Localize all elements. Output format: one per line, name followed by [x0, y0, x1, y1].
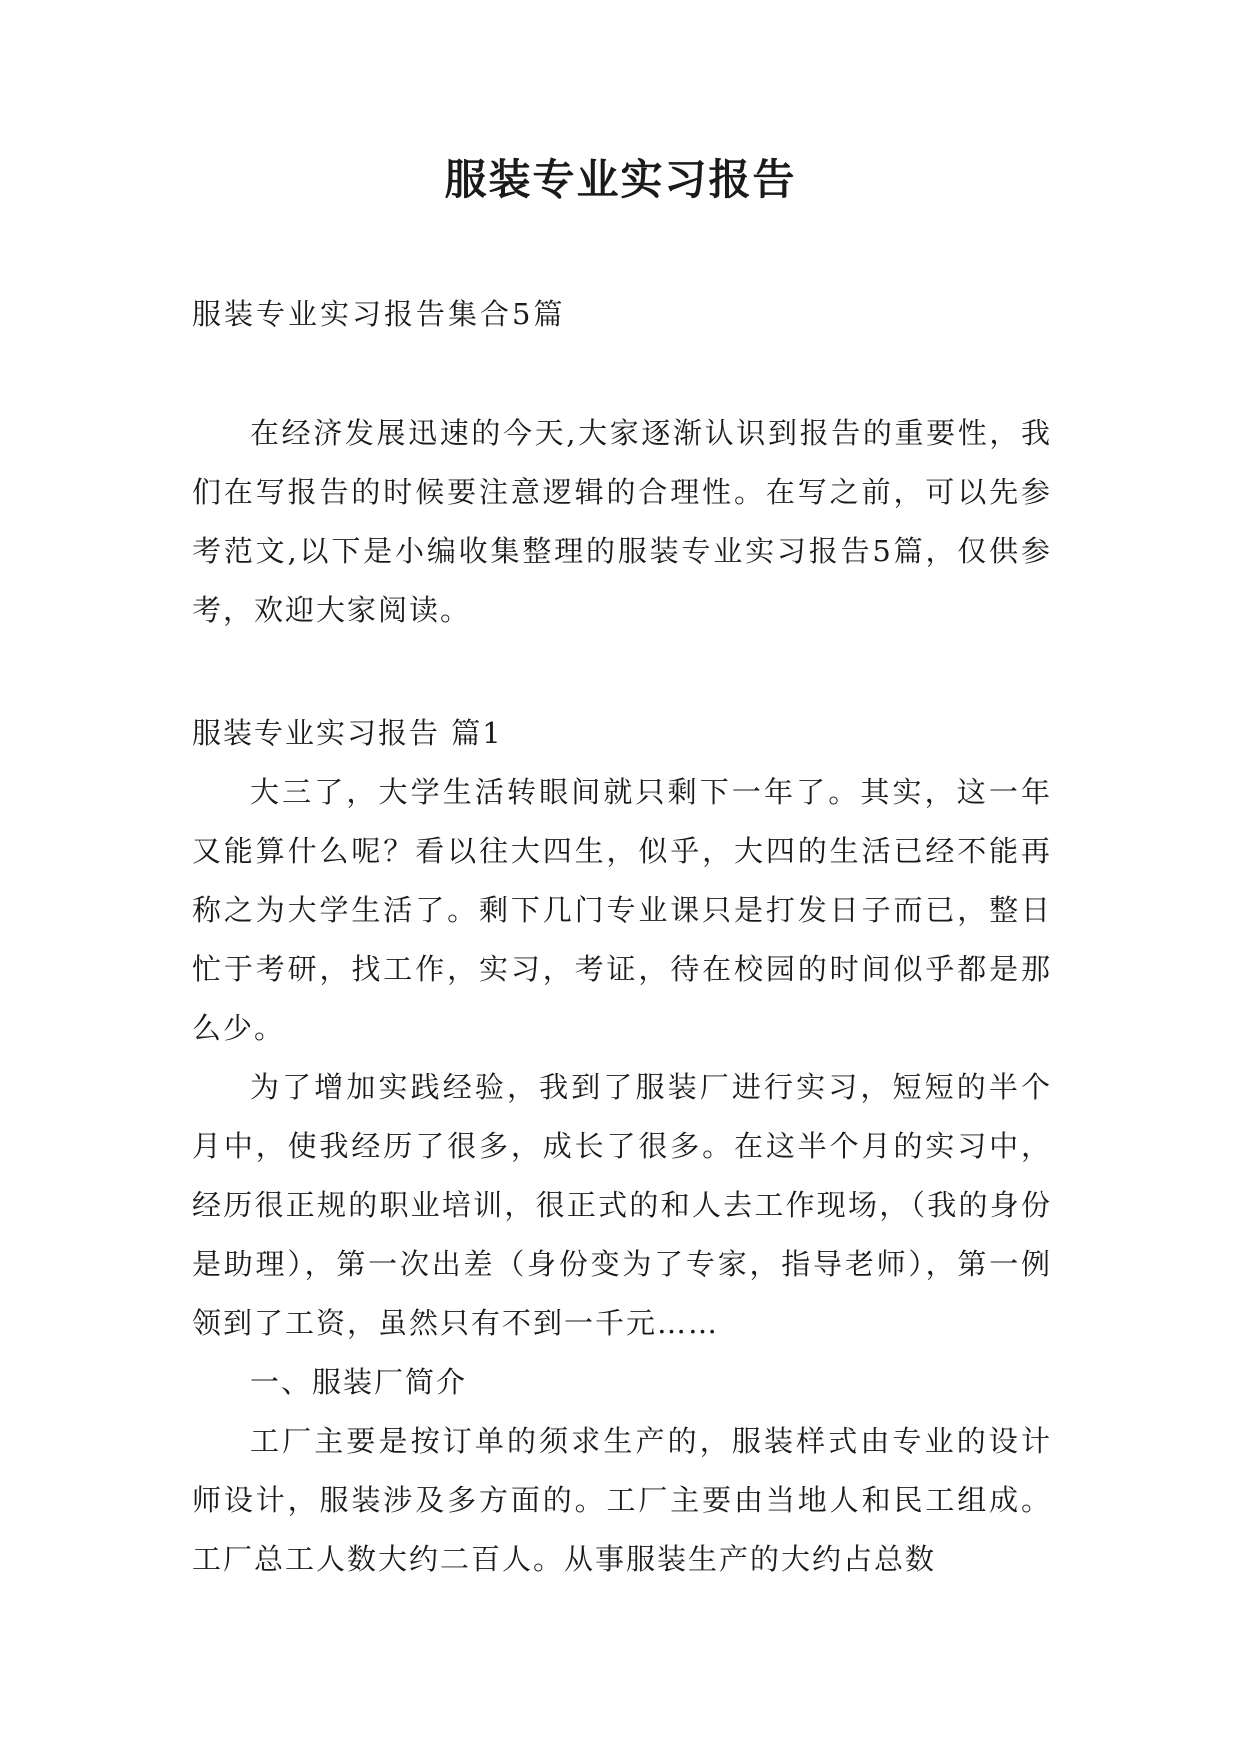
section-heading: 一、服装厂简介	[250, 1365, 468, 1399]
section-1-title: 服装专业实习报告 篇1	[192, 716, 503, 750]
body-paragraph: 大三了，大学生活转眼间就只剩下一年了。其实，这一年又能算什么呢？看以往大四生，似乎，大四的生活已经不能再称之为大学生活了。剩下几门专业课只是打发日子而已，整日忙于考研，找工作，实习，考证，待在校园的时间似乎都是那么少。	[192, 775, 1052, 1045]
document-subtitle: 服装专业实习报告集合5篇	[192, 297, 566, 331]
document-title: 服装专业实习报告	[444, 155, 797, 204]
intro-paragraph: 在经济发展迅速的今天,大家逐渐认识到报告的重要性，我们在写报告的时候要注意逻辑的合理性。在写之前，可以先参考范文,以下是小编收集整理的服装专业实习报告5篇，仅供参考，欢迎大家阅读。	[192, 416, 1052, 627]
body-paragraph: 为了增加实践经验，我到了服装厂进行实习，短短的半个月中，使我经历了很多，成长了很多。在这半个月的实习中，经历很正规的职业培训，很正式的和人去工作现场，（我的身份是助理），第一次出差（身份变为了专家，指导老师），第一例领到了工资，虽然只有不到一千元……	[192, 1070, 1052, 1340]
section-1	[192, 703, 1052, 1589]
body-paragraph: 工厂主要是按订单的须求生产的，服装样式由专业的设计师设计，服装涉及多方面的。工厂主要由当地人和民工组成。工厂总工人数大约二百人。从事服装生产的大约占总数	[192, 1424, 1052, 1576]
intro-block	[192, 404, 1052, 640]
